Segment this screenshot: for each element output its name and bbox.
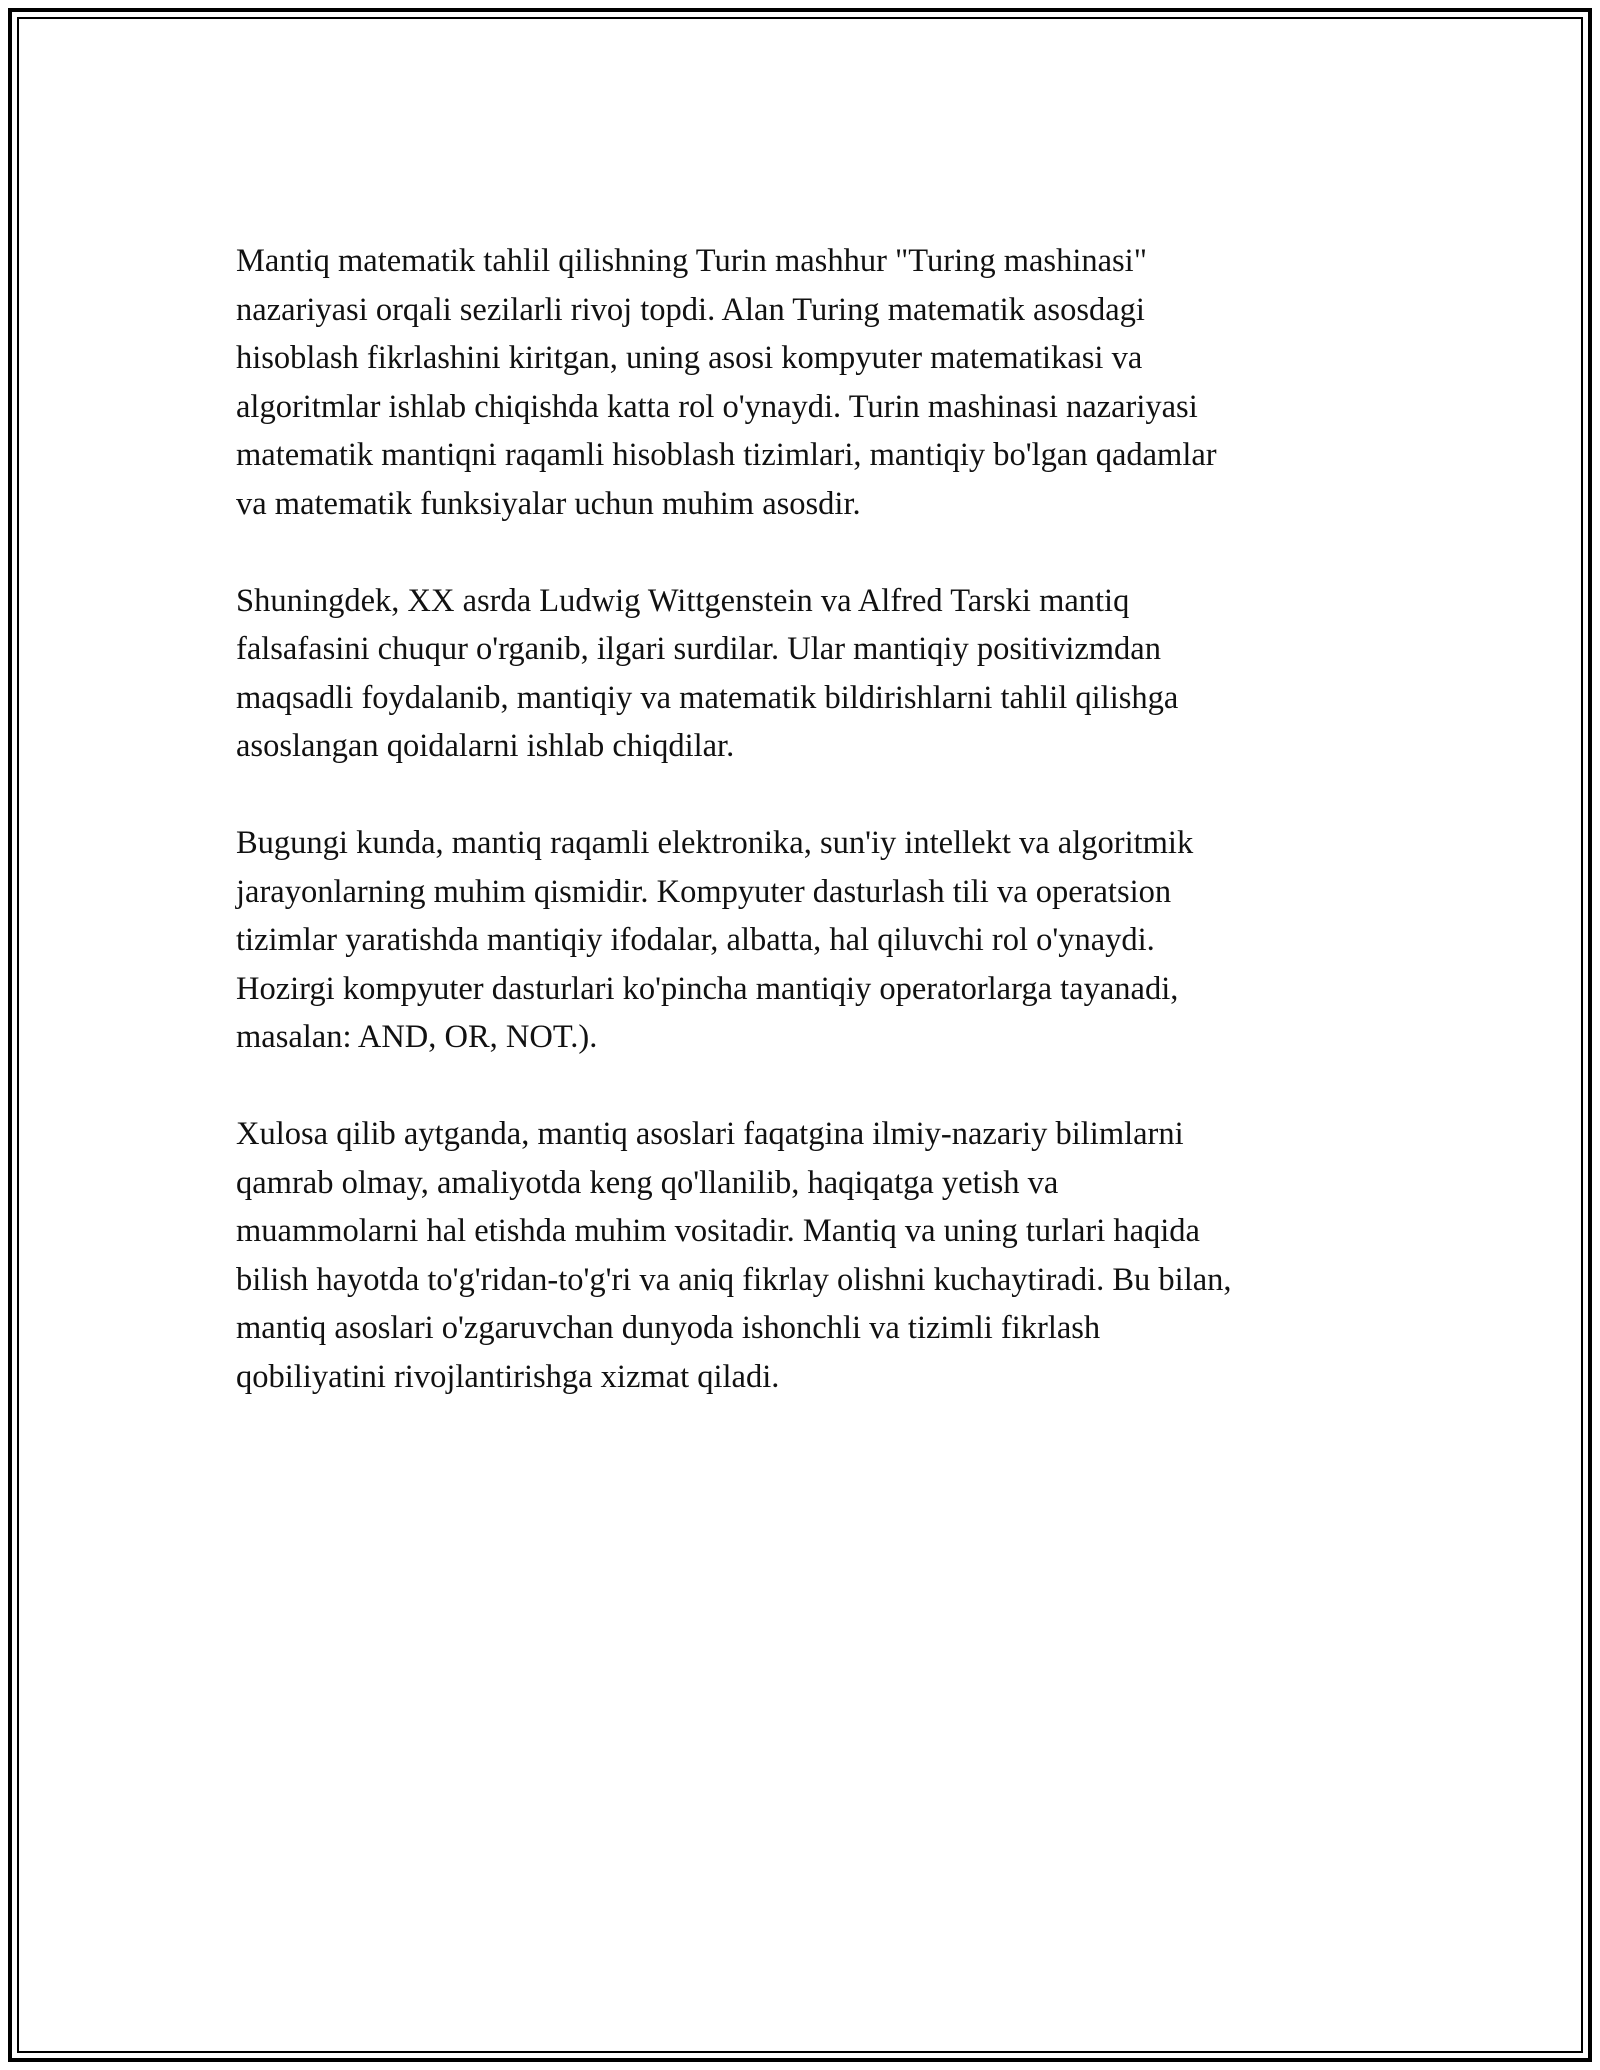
paragraph-wittgenstein-tarski: Shuningdek, XX asrda Ludwig Wittgenstein va Alfred Tarski mantiq falsafasini chuqur o'rganib, ilgari surdilar. Ular mantiqiy positivizmdan maqsadli foydalanib, mantiqiy va matematik bildirishlarni tahlil qilishga asoslangan qoidalarni ishlab chiqdilar. bbox=[236, 582, 1179, 764]
document-body bbox=[236, 237, 1366, 1450]
paragraph-modern-logic: Bugungi kunda, mantiq raqamli elektronika, sun'iy intellekt va algoritmik jarayonlarning muhim qismidir. Kompyuter dasturlash tili va operatsion tizimlar yaratishda mantiqiy ifodalar, albatta, hal qiluvchi rol o'ynaydi. Hozirgi kompyuter dasturlari ko'pincha mantiqiy operatorlarga tayanadi, masalan: AND, OR, NOT.). bbox=[236, 825, 1194, 1055]
paragraph-conclusion: Xulosa qilib aytganda, mantiq asoslari faqatgina ilmiy-nazariy bilimlarni qamrab olmay, amaliyotda keng qo'llanilib, haqiqatga yetish va muammolarni hal etishda muhim vositadir. Mantiq va uning turlari haqida bilish hayotda to'g'ridan-to'g'ri va aniq fikrlay olishni kuchaytiradi. Bu bilan, mantiq asoslari o'zgaruvchan dunyoda ishonchli va tizimli fikrlash qobiliyatini rivojlantirishga xizmat qiladi. bbox=[236, 1116, 1232, 1395]
paragraph-turing-machine: Mantiq matematik tahlil qilishning Turin mashhur "Turing mashinasi" nazariyasi orqali sezilarli rivoj topdi. Alan Turing matematik asosdagi hisoblash fikrlashini kiritgan, uning asosi kompyuter matematikasi va algoritmlar ishlab chiqishda katta rol o'ynaydi. Turin mashinasi nazariyasi matematik mantiqni raqamli hisoblash tizimlari, mantiqiy bo'lgan qadamlar va matematik funksiyalar uchun muhim asosdir. bbox=[236, 243, 1217, 522]
